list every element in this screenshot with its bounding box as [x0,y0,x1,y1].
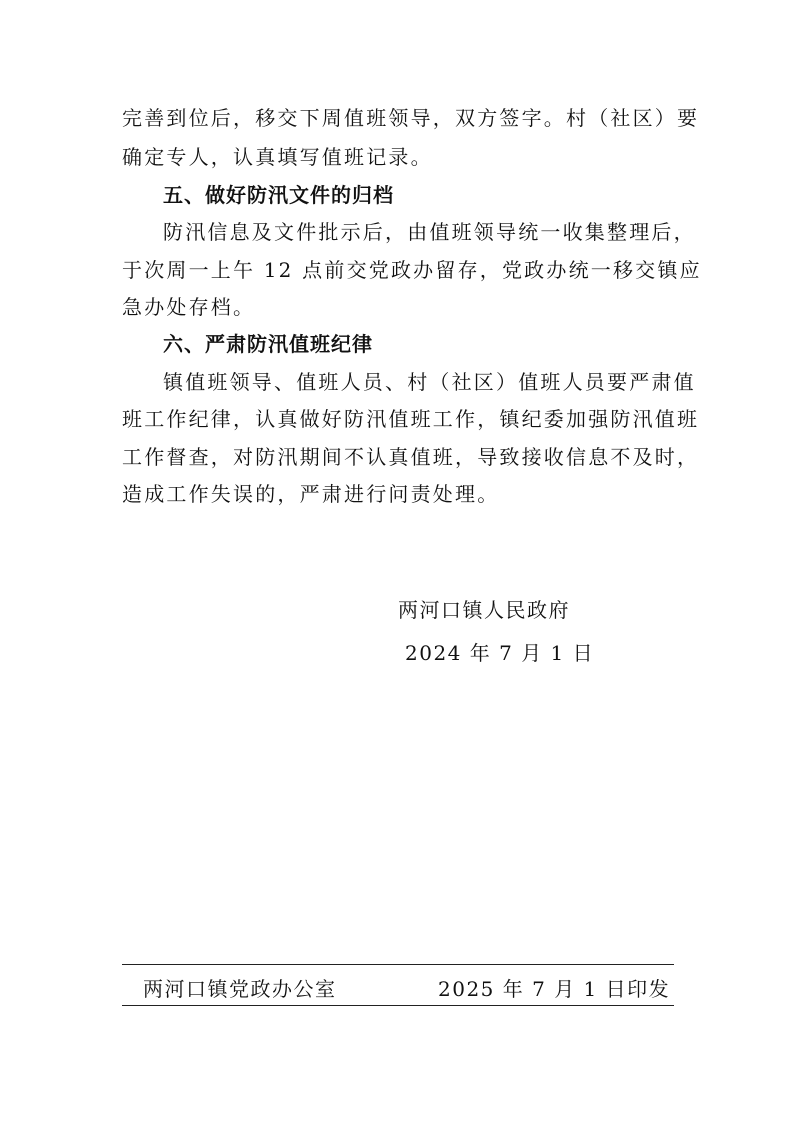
footer-top-rule [122,964,674,965]
footer-bottom-rule [122,1005,674,1006]
signature-date: 2024 年 7 月 1 日 [405,641,595,665]
body-line-4: 于次周一上午 12 点前交党政办留存，党政办统一移交镇应 [122,258,702,282]
body-line-6: 镇值班领导、值班人员、村（社区）值班人员要严肃值 [163,370,696,394]
body-line-8: 工作督查，对防汛期间不认真值班，导致接收信息不及时， [122,445,700,469]
footer-issuer: 两河口镇党政办公室 [143,977,337,1001]
signature-org: 两河口镇人民政府 [398,598,570,622]
body-line-1: 完善到位后，移交下周值班领导，双方签字。村（社区）要 [122,106,700,130]
body-line-3: 防汛信息及文件批示后，由值班领导统一收集整理后， [163,220,696,244]
body-line-5: 急办处存档。 [122,295,256,319]
section-heading-five: 五、做好防汛文件的归档 [163,183,394,207]
body-line-9: 造成工作失误的，严肃进行问责处理。 [122,482,500,506]
body-line-7: 班工作纪律，认真做好防汛值班工作，镇纪委加强防汛值班 [122,407,700,431]
section-heading-six: 六、严肃防汛值班纪律 [163,332,373,356]
body-line-2: 确定专人，认真填写值班记录。 [122,145,433,169]
footer-print-date: 2025 年 7 月 1 日印发 [438,977,671,1001]
